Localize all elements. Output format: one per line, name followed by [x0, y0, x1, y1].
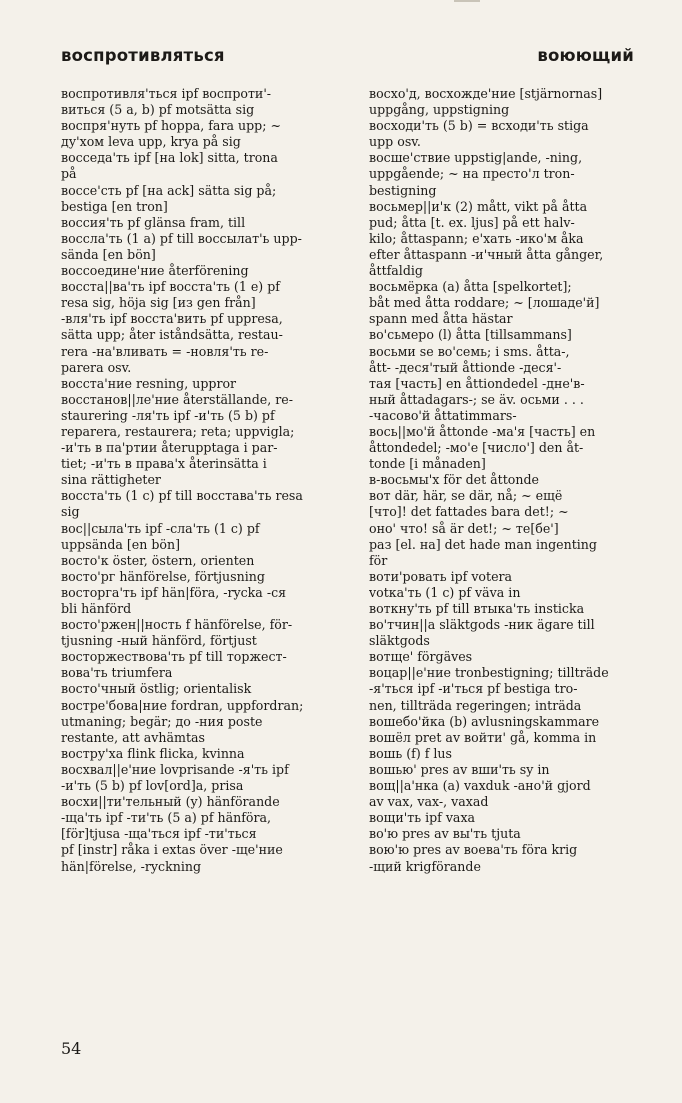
dictionary-line: вою'ю pres av воева'ть föra krig	[369, 842, 578, 858]
dictionary-line: восьми se во'семь; i sms. åtta-,	[369, 343, 570, 359]
dictionary-line: восто'рг hänförelse, förtjusning	[61, 568, 265, 584]
dictionary-line: в-восьмы'х för det åttonde	[369, 472, 539, 488]
dictionary-line: ått- -деся'тый åttionde -деся'-	[369, 359, 562, 375]
dictionary-line: pud; åtta [t. ex. ljus] på ett halv-	[369, 214, 575, 230]
dictionary-line: восстанов||ле'ние återställande, re-	[61, 391, 293, 407]
right-running-headword: воюющий	[537, 46, 634, 65]
dictionary-line: tjusning -ный hänförd, förtjust	[61, 633, 257, 649]
dictionary-line: uppsända [en bön]	[61, 536, 181, 552]
dictionary-line: вошебо'йка (b) avlusningskammare	[369, 713, 600, 729]
dictionary-line: восьмер||и'к (2) mått, vikt på åtta	[369, 198, 588, 214]
dictionary-line: вошью' pres av вши'ть sy in	[369, 761, 550, 777]
dictionary-line: вот där, här, se där, nå; ~ ещё	[369, 488, 563, 504]
dictionary-line: votка'ть (1 c) pf väva in	[369, 584, 521, 600]
dictionary-line: во'тчин||а släktgods -ник ägare till	[369, 617, 595, 633]
dictionary-line: вошёл pret av войти' gå, komma in	[369, 729, 597, 745]
dictionary-line: släktgods	[369, 633, 430, 649]
dictionary-line: bestiga [en tron]	[61, 198, 168, 214]
dictionary-line: för	[369, 552, 388, 568]
dictionary-line: sina rättigheter	[61, 472, 161, 488]
dictionary-line: воти'ровать ipf votera	[369, 568, 513, 584]
dictionary-line: tonde [i månaden]	[369, 456, 486, 472]
dictionary-line: sig	[61, 504, 80, 520]
dictionary-line: tiet; -и'ть в права'х återinsätta i	[61, 456, 267, 472]
dictionary-line: воссоедине'ние återförening	[61, 263, 249, 279]
dictionary-line: восто'к öster, östern, orienten	[61, 552, 255, 568]
dictionary-line: parera osv.	[61, 359, 132, 375]
dictionary-line: kilo; åttaspann; e'хать -ико'м åka	[369, 230, 584, 246]
dictionary-line: тая [часть] en åttiondedel -дне'в-	[369, 375, 585, 391]
dictionary-line: восторга'ть ipf hän|föra, -rycka -ся	[61, 584, 287, 600]
left-running-headword: воспротивляться	[61, 46, 225, 65]
dictionary-line: utmaning; begär; до -ния poste	[61, 713, 263, 729]
dictionary-line: восседа'ть ipf [на lok] sitta, trona	[61, 150, 278, 166]
dictionary-line: воссия'ть pf glänsa fram, till	[61, 214, 246, 230]
dictionary-line: -часово'й åttatimmars-	[369, 407, 517, 423]
dictionary-line: восто'ржен||ность f hänförelse, för-	[61, 617, 293, 633]
dictionary-line: sända [en bön]	[61, 246, 156, 262]
dictionary-line: [что]! det fattades bara det!; ~	[369, 504, 569, 520]
dictionary-line: hän|förelse, -ryckning	[61, 858, 202, 874]
dictionary-line: воцар||е'ние tronbestigning; tillträde	[369, 665, 609, 681]
dictionary-line: -и'ть (5 b) pf lov[ord]a, prisa	[61, 778, 244, 794]
dictionary-line: av vax, vax-, vaxad	[369, 794, 489, 810]
dictionary-line: восто'чный östlig; orientalisk	[61, 681, 252, 697]
dictionary-line: оно' что! så är det!; ~ те[бе']	[369, 520, 559, 536]
dictionary-line: раз [el. на] det hade man ingenting	[369, 536, 597, 552]
dictionary-line: -щий krigförande	[369, 858, 481, 874]
dictionary-line: båt med åtta roddare; ~ [лошаде'й]	[369, 295, 600, 311]
dictionary-line: ный åttadagars-; se äv. осьми . . .	[369, 391, 584, 407]
dictionary-line: reparera, restaurera; reta; uppvigla;	[61, 423, 295, 439]
dictionary-line: восста'ние resning, uppror	[61, 375, 237, 391]
dictionary-line: staurering -ля'ть ipf -и'ть (5 b) pf	[61, 407, 275, 423]
dictionary-line: åttondedel; -мо'е [число'] den åt-	[369, 440, 584, 456]
dictionary-line: på	[61, 166, 77, 182]
page-number: 54	[61, 1039, 82, 1058]
dictionary-line: вотще' förgäves	[369, 649, 473, 665]
dictionary-line: восхвал||е'ние lovprisande -я'ть ipf	[61, 761, 289, 777]
dictionary-line: restante, att avhämtas	[61, 729, 205, 745]
dictionary-line: востре'бова|ние fordran, uppfordran;	[61, 697, 304, 713]
dictionary-line: воссе'сть pf [на ack] sätta sig på;	[61, 182, 277, 198]
dictionary-line: åttfaldig	[369, 263, 423, 279]
dictionary-line: uppgående; ~ на престо'л tron-	[369, 166, 575, 182]
right-column	[369, 86, 634, 875]
dictionary-line: восьмёрка (a) åtta [spelkortet];	[369, 279, 572, 295]
dictionary-line: ду'хом leva upp, krya på sig	[61, 134, 241, 150]
left-column	[61, 86, 323, 875]
dictionary-line: -и'ть в па'ртии återupptaga i par-	[61, 440, 278, 456]
dictionary-line: -вля'ть ipf восста'вить pf uppresa,	[61, 311, 283, 327]
dictionary-line: sätta upp; åter iståndsätta, restau-	[61, 327, 283, 343]
dictionary-line: виться (5 a, b) pf motsätta sig	[61, 102, 255, 118]
dictionary-line: восше'ствие uppstig|ande, -ning,	[369, 150, 583, 166]
dictionary-line: воспря'нуть pf hoppa, fara upp; ~	[61, 118, 282, 134]
dictionary-line: вось||мо'й åttonde -ма'я [часть] en	[369, 423, 596, 439]
top-edge-mark	[454, 0, 480, 2]
dictionary-line: восста||ва'ть ipf восста'ть (1 e) pf	[61, 279, 280, 295]
dictionary-line: spann med åtta hästar	[369, 311, 513, 327]
dictionary-line: восторжествова'ть pf till торжест-	[61, 649, 287, 665]
dictionary-line: во'ю pres av вы'ть tjuta	[369, 826, 521, 842]
dictionary-line: воссла'ть (1 a) pf till воссылат'ь upp-	[61, 230, 302, 246]
dictionary-line: uppgång, uppstigning	[369, 102, 510, 118]
dictionary-line: pf [instr] råka i extas över -ще'ние	[61, 842, 283, 858]
dictionary-line: восста'ть (1 c) pf till восстава'ть resa	[61, 488, 303, 504]
dictionary-line: nen, tillträda regeringen; inträda	[369, 697, 582, 713]
dictionary-line: -я'ться ipf -и'ться pf bestiga tro-	[369, 681, 578, 697]
dictionary-line: [för]tjusa -ща'ться ipf -ти'ться	[61, 826, 257, 842]
dictionary-line: resa sig, höja sig [из gen från]	[61, 295, 256, 311]
dictionary-line: вова'ть triumfera	[61, 665, 173, 681]
dictionary-line: bli hänförd	[61, 601, 132, 616]
dictionary-line: восхо'д, восхожде'ние [stjärnornas]	[369, 86, 603, 101]
dictionary-line: rera -на'вливать = -новля'ть re-	[61, 343, 269, 359]
dictionary-line: efter åttaspann -и'чный åtta gånger,	[369, 246, 604, 262]
dictionary-line: вос||сыла'ть ipf -сла'ть (1 c) pf	[61, 520, 260, 536]
dictionary-line: восходи'ть (5 b) = всходи'ть stiga	[369, 118, 589, 134]
dictionary-line: -ща'ть ipf -ти'ть (5 a) pf hänföra,	[61, 810, 272, 826]
dictionary-line: восхи||ти'тельный (y) hänförande	[61, 794, 280, 810]
dictionary-line: воткну'ть pf till втыка'ть insticka	[369, 601, 585, 616]
dictionary-line: воспротивля'ться ipf воспроти'-	[61, 86, 272, 101]
dictionary-line: во'сьмеро (l) åtta [tillsammans]	[369, 327, 572, 343]
dictionary-line: вощ||а'нка (a) vaxduk -ано'й gjord	[369, 778, 591, 794]
dictionary-line: bestigning	[369, 182, 437, 198]
dictionary-line: востру'ха flink flicka, kvinna	[61, 745, 245, 761]
dictionary-line: вошь (f) f lus	[369, 745, 452, 761]
dictionary-line: upp osv.	[369, 134, 421, 150]
dictionary-line: вощи'ть ipf vaxa	[369, 810, 476, 826]
